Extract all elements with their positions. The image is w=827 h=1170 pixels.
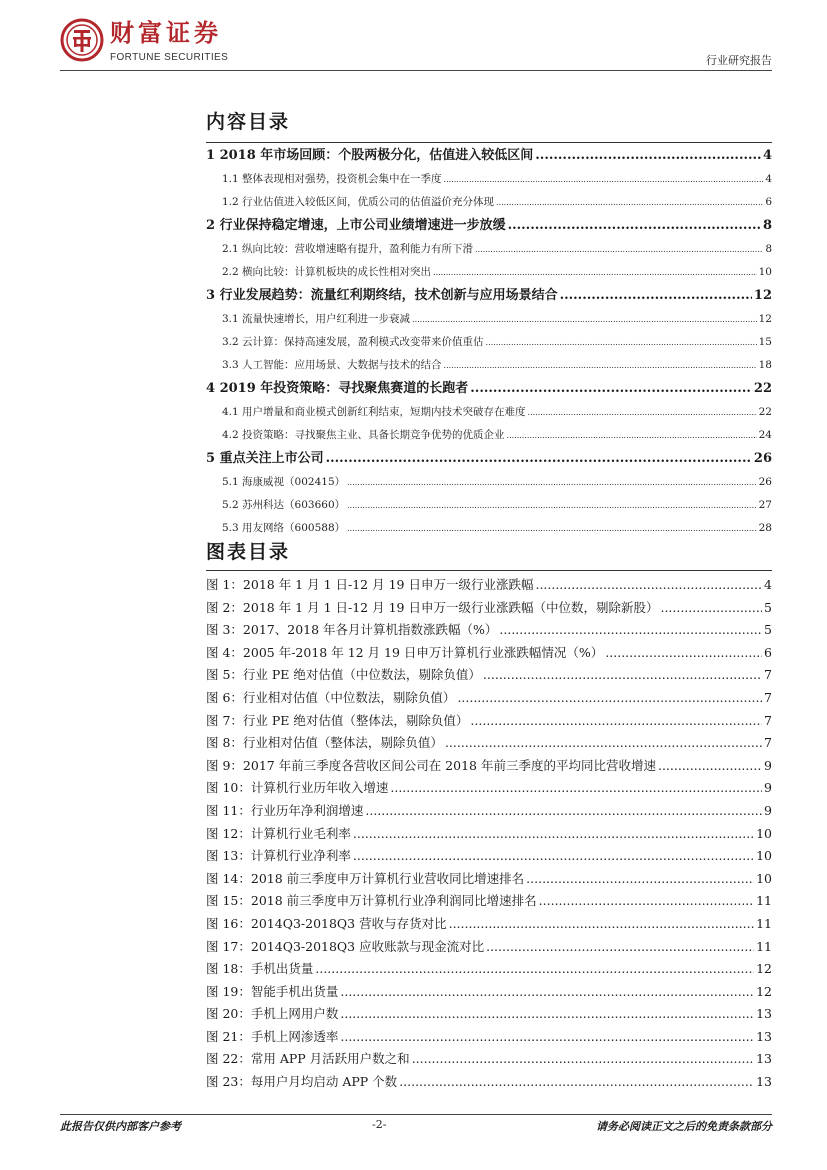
entry-title: 图 15：2018 前三季度申万计算机行业净利润同比增速排名 [206,893,537,909]
dot-leader [347,471,757,494]
entry-title: 1.1 整体表现相对强势，投资机会集中在一季度 [222,173,442,185]
entry-page-number: 11 [756,938,772,954]
page-number: -2- [372,1118,387,1131]
entry-page-number: 9 [764,802,772,818]
dot-leader [535,144,761,168]
entry-page-number: 13 [756,1006,772,1022]
entry-page-number: 8 [765,243,772,255]
dot-leader [507,424,757,447]
entry-page-number: 27 [758,499,772,511]
toc-section-entry[interactable] [206,424,772,447]
entry-title: 图 14：2018 前三季度申万计算机行业营收同比增速排名 [206,870,525,886]
dot-leader [433,261,757,284]
dot-leader [470,710,762,733]
entry-page-number: 10 [756,825,772,841]
dot-leader [496,191,763,214]
entry-page-number: 4 [762,148,772,163]
dot-leader [353,845,754,868]
entry-title: 图 9：2017 年前三季度各营收区间公司在 2018 年前三季度的平均同比营收增速 [206,757,656,773]
figure-entry[interactable] [206,597,772,620]
entry-page-number: 22 [758,406,772,418]
entry-title: 3.3 人工智能：应用场景、大数据与技术的结合 [222,359,442,371]
entry-title: 图 16：2014Q3-2018Q3 营收与存货对比 [206,915,447,931]
dot-leader [660,597,762,620]
entry-title: 2.2 横向比较：计算机板块的成长性相对突出 [222,266,432,278]
entry-title: 5.1 海康威视（002415） [222,476,346,488]
entry-title: 图 7：行业 PE 绝对估值（整体法，剔除负值） [206,712,469,728]
toc-section-entry[interactable] [206,354,772,377]
entry-title: 图 2：2018 年 1 月 1 日-12 月 19 日申万一级行业涨跌幅（中位数，剔除新股） [206,599,659,615]
entry-page-number: 4 [764,577,772,592]
entry-page-number: 24 [758,429,772,441]
contents-title: 内容目录 [206,111,291,133]
figure-entry[interactable] [206,664,772,687]
figure-entry[interactable] [206,732,772,755]
entry-page-number: 10 [756,848,772,864]
dot-leader [457,687,762,710]
footer-divider [60,1114,772,1115]
toc-section-entry[interactable] [206,168,772,191]
fortune-logo-icon [60,18,104,62]
entry-title: 4 2019 年投资策略：寻找聚焦赛道的长跑者 [206,381,469,396]
dot-leader [605,642,762,665]
entry-page-number: 9 [764,780,772,796]
entry-title: 5.3 用友网络（600588） [222,522,346,534]
toc-section-entry[interactable] [206,308,772,331]
logo-english: FORTUNE SECURITIES [110,52,229,63]
entry-page-number: 12 [756,983,772,999]
entry-page-number: 6 [764,644,772,660]
entry-page-number: 10 [756,870,772,886]
figure-entry[interactable] [206,1003,772,1026]
entry-title: 5.2 苏州科达（603660） [222,499,346,511]
dot-leader [444,354,757,377]
figure-entry[interactable] [206,868,772,891]
dot-leader [340,1026,754,1049]
entry-title: 图 23：每用户月均启动 APP 个数 [206,1074,398,1090]
figure-entry[interactable] [206,800,772,823]
figure-entry[interactable] [206,687,772,710]
entry-page-number: 6 [765,196,772,208]
toc-section-entry[interactable] [206,401,772,424]
entry-title: 图 12：计算机行业毛利率 [206,825,351,841]
dot-leader [445,732,762,755]
entry-page-number: 15 [758,336,772,348]
dot-leader [347,494,757,517]
figure-entry[interactable] [206,755,772,778]
figure-entry[interactable] [206,936,772,959]
figure-entry[interactable] [206,981,772,1004]
figure-entry[interactable] [206,845,772,868]
figure-entry[interactable] [206,1026,772,1049]
entry-page-number: 7 [764,689,772,705]
dot-leader [499,619,762,642]
dot-leader [449,913,754,936]
dot-leader [340,1003,754,1026]
toc-section-entry[interactable] [206,238,772,261]
entry-page-number: 26 [758,476,772,488]
entry-title: 5 重点关注上市公司 [206,451,324,466]
toc-section-entry[interactable] [206,471,772,494]
entry-page-number: 13 [756,1074,772,1090]
toc-chapter-entry[interactable] [206,377,772,401]
entry-page-number: 22 [753,381,772,396]
dot-leader [390,777,762,800]
toc-chapter-entry[interactable] [206,214,772,238]
dot-leader [347,517,757,540]
entry-title: 图 13：计算机行业净利率 [206,848,351,864]
toc-chapter-entry[interactable] [206,284,772,308]
dot-leader [486,936,754,959]
entry-page-number: 12 [756,961,772,977]
entry-title: 3.1 流量快速增长，用户红利进一步衰减 [222,313,411,325]
entry-page-number: 11 [756,915,772,931]
header-divider [60,70,772,71]
entry-title: 图 10：计算机行业历年收入增速 [206,780,389,796]
entry-title: 图 18：手机出货量 [206,961,314,977]
entry-title: 图 8：行业相对估值（整体法，剔除负值） [206,735,443,751]
entry-title: 2 行业保持稳定增速，上市公司业绩增速进一步放缓 [206,218,506,233]
toc-section-entry[interactable] [206,517,772,540]
entry-page-number: 28 [758,522,772,534]
contents-list [206,144,772,540]
dot-leader [365,800,762,823]
dot-leader [526,868,754,891]
entry-page-number: 4 [765,173,772,185]
figure-entry[interactable] [206,777,772,800]
figures-list [206,574,772,1094]
entry-page-number: 9 [764,757,772,773]
toc-section-entry[interactable] [206,331,772,354]
entry-title: 3 行业发展趋势：流量红利期终结，技术创新与应用场景结合 [206,288,558,303]
entry-page-number: 10 [758,266,772,278]
entry-page-number: 7 [764,735,772,751]
figure-entry[interactable] [206,1071,772,1094]
figure-entry[interactable] [206,619,772,642]
dot-leader [444,168,764,191]
entry-page-number: 7 [764,667,772,683]
figure-entry[interactable] [206,823,772,846]
entry-page-number: 7 [764,712,772,728]
logo-chinese: 财富证券 [110,18,222,47]
toc-chapter-entry[interactable] [206,447,772,471]
dot-leader [486,331,757,354]
entry-title: 4.2 投资策略：寻找聚焦主业、具备长期竞争优势的优质企业 [222,429,505,441]
dot-leader [353,823,754,846]
toc-section-entry[interactable] [206,261,772,284]
dot-leader [340,981,754,1004]
entry-title: 图 3：2017、2018 年各月计算机指数涨跌幅（%） [206,622,498,638]
figure-entry[interactable] [206,642,772,665]
entry-page-number: 11 [756,893,772,909]
dot-leader [539,890,754,913]
dot-leader [658,755,762,778]
entry-page-number: 13 [756,1051,772,1067]
entry-title: 图 11：行业历年净利润增速 [206,802,364,818]
entry-title: 4.1 用户增量和商业模式创新红利结束，短期内技术突破存在难度 [222,406,526,418]
entry-title: 图 21：手机上网渗透率 [206,1028,339,1044]
page-header [60,16,772,68]
entry-title: 2.1 纵向比较：营收增速略有提升，盈利能力有所下滑 [222,243,474,255]
dot-leader [560,284,752,308]
entry-title: 图 5：行业 PE 绝对估值（中位数法，剔除负值） [206,667,481,683]
report-type: 行业研究报告 [706,54,772,67]
dot-leader [412,1048,754,1071]
entry-page-number: 12 [758,313,772,325]
entry-page-number: 13 [756,1028,772,1044]
dot-leader [470,377,752,401]
entry-title: 图 17：2014Q3-2018Q3 应收账款与现金流对比 [206,938,485,954]
entry-page-number: 5 [764,599,772,615]
toc-section-entry[interactable] [206,494,772,517]
dot-leader [326,447,752,471]
figure-entry[interactable] [206,913,772,936]
entry-page-number: 12 [753,288,772,303]
entry-page-number: 5 [764,622,772,638]
contents-divider [206,142,772,143]
dot-leader [315,958,754,981]
figures-title: 图表目录 [206,541,291,563]
entry-title: 1.2 行业估值进入较低区间，优质公司的估值溢价充分体现 [222,196,495,208]
dot-leader [508,214,761,238]
dot-leader [483,664,762,687]
figures-divider [206,570,772,571]
entry-title: 1 2018 年市场回顾：个股两极分化，估值进入较低区间 [206,148,534,163]
figure-entry[interactable] [206,710,772,733]
entry-title: 图 1：2018 年 1 月 1 日-12 月 19 日申万一级行业涨跌幅 [206,577,534,592]
entry-title: 图 19：智能手机出货量 [206,983,339,999]
entry-page-number: 18 [758,359,772,371]
dot-leader [412,308,757,331]
figure-entry[interactable] [206,574,772,597]
figure-entry[interactable] [206,890,772,913]
toc-section-entry[interactable] [206,191,772,214]
dot-leader [475,238,763,261]
toc-chapter-entry[interactable] [206,144,772,168]
dot-leader [399,1071,754,1094]
entry-title: 3.2 云计算：保持高速发展，盈利模式改变带来价值重估 [222,336,484,348]
footer-notice: 请务必阅读正文之后的免责条款部分 [596,1120,772,1133]
dot-leader [535,574,762,597]
entry-title: 图 22：常用 APP 月活跃用户数之和 [206,1051,410,1067]
entry-page-number: 26 [753,451,772,466]
figure-entry[interactable] [206,1048,772,1071]
figure-entry[interactable] [206,958,772,981]
entry-title: 图 6：行业相对估值（中位数法，剔除负值） [206,689,456,705]
entry-title: 图 20：手机上网用户数 [206,1006,339,1022]
dot-leader [528,401,757,424]
footer-disclaimer: 此报告仅供内部客户参考 [60,1120,181,1133]
entry-page-number: 8 [762,218,772,233]
entry-title: 图 4：2005 年-2018 年 12 月 19 日申万计算机行业涨跌幅情况（%） [206,644,604,660]
